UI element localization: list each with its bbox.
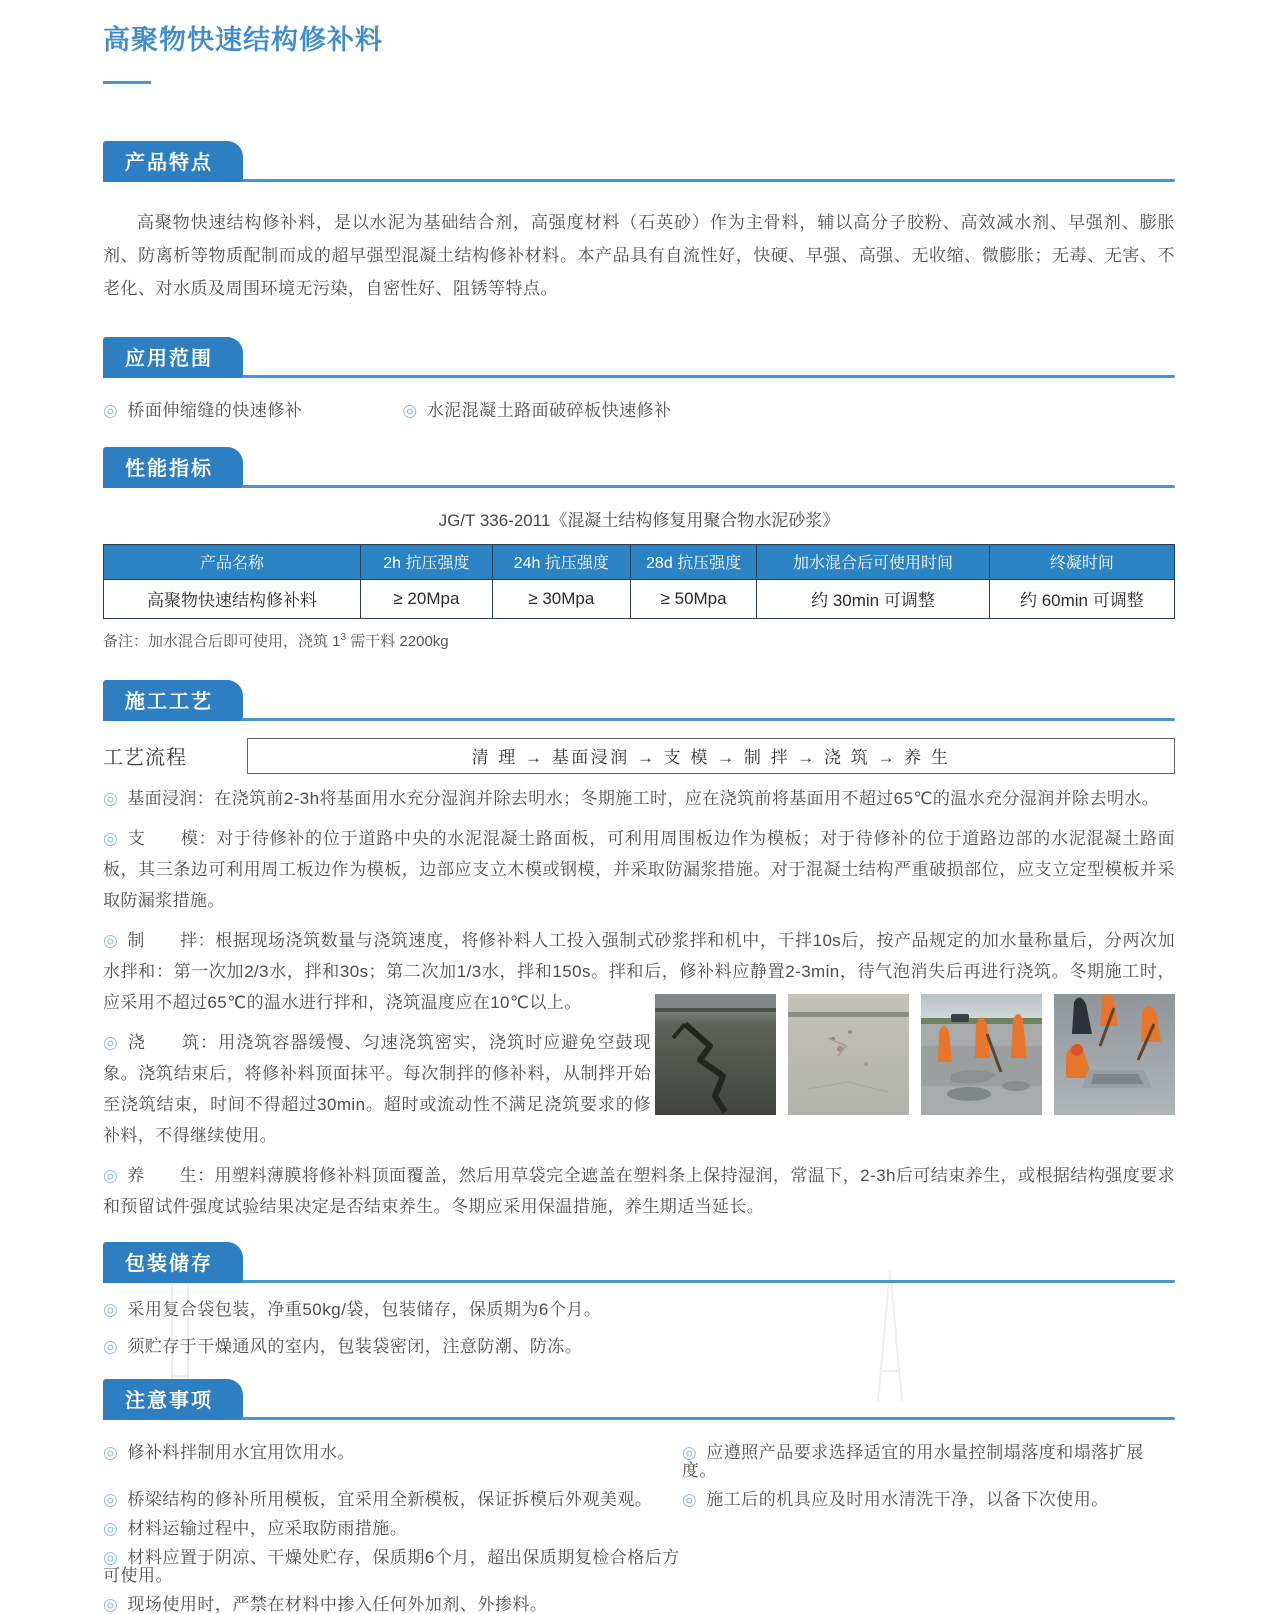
section-header-notes [103, 1379, 1175, 1420]
application-item-label: 水泥混凝土路面破碎板快速修补 [426, 401, 672, 420]
section-performance [103, 447, 1175, 651]
section-process [103, 680, 1175, 1222]
section-header-applications [103, 337, 1175, 378]
step-text: 浇 筑：用浇筑容器缓慢、匀速浇筑密实，浇筑时应避免空鼓现象。浇筑结束后，将修补料顶面抹平。每次制拌的修补料，从制拌开始至浇筑结束，时间不得超过30min。超时或流动性不满足浇筑要求的修补料，不得继续使用。 [103, 1033, 652, 1145]
section-heading-notes: 注意事项 [125, 1390, 213, 1412]
remark-text: 备注：加水混合后即可使用，浇筑 1 [103, 633, 341, 650]
remark-superscript: 3 [340, 632, 347, 643]
process-step-pouring [103, 1027, 651, 1151]
page-title: 高聚物快速结构修补料 [103, 25, 383, 55]
flow-label: 工艺流程 [103, 747, 187, 769]
cell-24h-strength: ≥ 30Mpa [492, 580, 630, 619]
remark-text: 需干料 2200kg [346, 633, 449, 650]
note-item-label: 施工后的机具应及时用水清洗干净，以备下次使用。 [706, 1490, 1109, 1509]
packaging-items [103, 1295, 1175, 1357]
section-tab-performance [103, 447, 243, 488]
section-underline [103, 718, 1175, 721]
note-item-label: 材料运输过程中，应采取防雨措施。 [127, 1519, 408, 1538]
col-header: 加水混合后可使用时间 [757, 545, 989, 580]
note-item-label: 应遵照产品要求选择适宜的用水量控制塌落度和塌落扩展度。 [681, 1443, 1144, 1480]
ring-bullet-icon: ◎ [402, 401, 418, 420]
section-applications [103, 337, 1175, 421]
col-header: 产品名称 [104, 545, 361, 580]
section-features [103, 141, 1175, 305]
section-underline [103, 179, 1175, 182]
standard-reference: JG/T 336-2011《混凝土结构修复用聚合物水泥砂浆》 [438, 511, 840, 530]
flow-sequence-box: 清 理 → 基面浸润 → 支 模 → 制 拌 → 浇 筑 → 养 生 [247, 738, 1175, 774]
section-notes [103, 1379, 1175, 1614]
ring-bullet-icon: ◎ [103, 1337, 119, 1356]
repair-crew-closeup-photo [1054, 994, 1175, 1115]
section-tab-features [103, 141, 243, 182]
process-step-curing [103, 1160, 1175, 1222]
section-heading-features: 产品特点 [125, 152, 213, 174]
cell-product-name: 高聚物快速结构修补料 [104, 580, 361, 619]
col-header: 2h 抗压强度 [361, 545, 493, 580]
ring-bullet-icon: ◎ [103, 1033, 119, 1052]
application-item [103, 396, 302, 421]
ring-bullet-icon: ◎ [103, 829, 119, 848]
col-header: 28d 抗压强度 [630, 545, 756, 580]
ring-bullet-icon: ◎ [103, 401, 119, 420]
ring-bullet-icon: ◎ [103, 1519, 119, 1538]
pouring-row [103, 1018, 1175, 1151]
section-heading-process: 施工工艺 [125, 691, 213, 713]
table-remark [103, 630, 1175, 651]
application-item [402, 396, 671, 421]
note-item-label: 现场使用时，严禁在材料中掺入任何外加剂、外掺料。 [127, 1595, 548, 1614]
section-heading-applications: 应用范围 [125, 348, 213, 370]
section-tab-process [103, 680, 243, 721]
cracked-pavement-photo [655, 994, 776, 1115]
cell-2h-strength: ≥ 20Mpa [361, 580, 493, 619]
section-tab-applications [103, 337, 243, 378]
ring-bullet-icon: ◎ [681, 1490, 698, 1509]
note-item [682, 1444, 1175, 1480]
col-header: 24h 抗压强度 [492, 545, 630, 580]
note-item [103, 1491, 682, 1509]
note-item [682, 1491, 1175, 1509]
ring-bullet-icon: ◎ [103, 1548, 119, 1567]
note-item-label: 材料应置于阴凉、干燥处贮存，保质期6个月，超出保质期复检合格后方可使用。 [103, 1548, 680, 1585]
section-heading-performance: 性能指标 [125, 458, 213, 480]
ring-bullet-icon: ◎ [103, 789, 119, 808]
step-text: 制 拌：根据现场浇筑数量与浇筑速度，将修补料人工投入强制式砂浆拌和机中，干拌10s后，按产品规定的加水量称量后，分两次加水拌和：第一次加2/3水，拌和30s；第二次加1/3水，拌和150s。拌和后，修补料应静置2-3min，待气泡消失后再进行浇筑。冬期施工时，应采用不超过65℃的温水进行拌和，浇筑温度应在10℃以上。 [103, 931, 1175, 1012]
section-tab-packaging [103, 1242, 243, 1283]
construction-photos [651, 994, 1175, 1116]
section-packaging [103, 1242, 1175, 1357]
damaged-slab-photo [788, 994, 909, 1115]
notes-grid [103, 1433, 1175, 1614]
application-item-label: 桥面伸缩缝的快速修补 [127, 401, 303, 420]
section-header-features [103, 141, 1175, 182]
table-row [104, 580, 1175, 619]
process-flow-row [103, 738, 1175, 774]
note-item-label: 修补料拌制用水宜用饮用水。 [127, 1443, 355, 1462]
cell-final-set-time: 约 60min 可调整 [989, 580, 1174, 619]
packaging-item [103, 1332, 1175, 1357]
section-tab-notes [103, 1379, 243, 1420]
packaging-item-label: 采用复合袋包装，净重50kg/袋，包装储存，保质期为6个月。 [127, 1300, 602, 1319]
note-item [103, 1549, 682, 1585]
ring-bullet-icon: ◎ [103, 931, 119, 950]
ring-bullet-icon: ◎ [103, 1300, 119, 1319]
section-heading-packaging: 包装储存 [125, 1253, 213, 1275]
application-items [103, 396, 1175, 421]
note-item [103, 1520, 682, 1538]
section-header-packaging [103, 1242, 1175, 1283]
step-text: 基面浸润：在浇筑前2-3h将基面用水充分湿润并除去明水；冬期施工时，应在浇筑前将基面用不超过65℃的温水充分湿润并除去明水。 [127, 789, 1160, 808]
ring-bullet-icon: ◎ [103, 1166, 119, 1185]
ring-bullet-icon: ◎ [103, 1490, 119, 1509]
section-underline [103, 375, 1175, 378]
features-paragraph: 高聚物快速结构修补料，是以水泥为基础结合剂，高强度材料（石英砂）作为主骨料，辅以高分子胶粉、高效减水剂、早强剂、膨胀剂、防离析等物质配制而成的超早强型混凝土结构修补材料。本产品具有自流性好，快硬、早强、高强、无收缩、微膨胀；无毒、无害、不老化、对水质及周围环境无污染，自密性好、阻锈等特点。 [103, 213, 1175, 298]
performance-table [103, 544, 1175, 619]
cell-usable-time: 约 30min 可调整 [757, 580, 989, 619]
ring-bullet-icon: ◎ [681, 1443, 698, 1462]
note-item [103, 1596, 682, 1614]
cell-28d-strength: ≥ 50Mpa [630, 580, 756, 619]
packaging-item-label: 须贮存于干燥通风的室内，包装袋密闭，注意防潮、防冻。 [127, 1337, 583, 1356]
col-header: 终凝时间 [989, 545, 1174, 580]
section-header-process [103, 680, 1175, 721]
title-accent-line [103, 81, 151, 84]
process-step-soak [103, 783, 1175, 814]
section-header-performance [103, 447, 1175, 488]
section-underline [103, 1280, 1175, 1283]
step-text: 支 模：对于待修补的位于道路中央的水泥混凝土路面板，可利用周围板边作为模板；对于待修补的位于道路边部的水泥混凝土路面板，其三条边可利用周工板边作为模板，边部应支立木模或钢模，并采取防漏浆措施。对于混凝土结构严重破损部位，应支立定型模板并采取防漏浆措施。 [103, 829, 1175, 910]
note-item-label: 桥梁结构的修补所用模板，宜采用全新模板，保证拆模后外观美观。 [127, 1490, 653, 1509]
note-item [103, 1444, 682, 1480]
section-underline [103, 1417, 1175, 1420]
section-underline [103, 485, 1175, 488]
road-repair-crew-photo [921, 994, 1042, 1115]
packaging-item [103, 1295, 1175, 1320]
step-text: 养 生：用塑料薄膜将修补料顶面覆盖，然后用草袋完全遮盖在塑料条上保持湿润，常温下，2-3h后可结束养生，或根据结构强度要求和预留试件强度试验结果决定是否结束养生。冬期应采用保温措施，养生期适当延长。 [103, 1166, 1176, 1216]
ring-bullet-icon: ◎ [103, 1595, 119, 1614]
ring-bullet-icon: ◎ [103, 1443, 119, 1462]
table-header-row [104, 545, 1175, 580]
process-step-formwork [103, 823, 1175, 916]
